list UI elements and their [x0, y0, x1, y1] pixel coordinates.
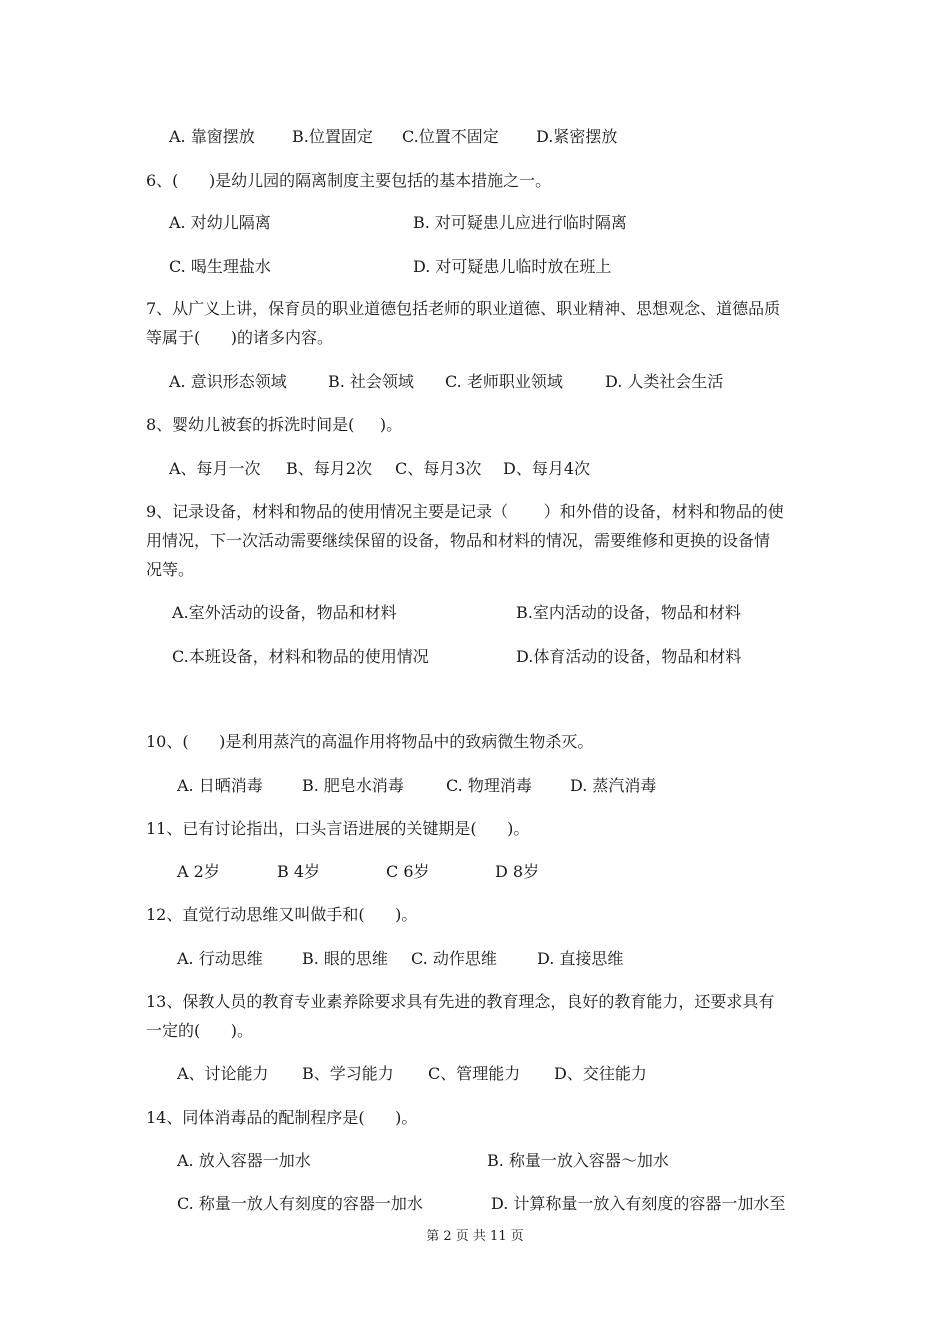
q12-stem: 12、直觉行动思维又叫做手和( )。 [146, 905, 418, 924]
q5-option-b: B.位置固定 [292, 127, 373, 146]
q11-option-d: D 8岁 [495, 862, 540, 881]
q9-option-b: B.室内活动的设备，物品和材料 [516, 603, 741, 622]
q10-option-c: C. 物理消毒 [446, 776, 532, 795]
q12-option-b: B. 眼的思维 [302, 949, 388, 968]
q13-stem-line-2: 一定的( )。 [146, 1021, 254, 1040]
q14-option-d: D. 计算称量一放入有刻度的容器一加水至 [491, 1194, 786, 1213]
q14-option-c: C. 称量一放人有刻度的容器一加水 [177, 1194, 423, 1213]
q13-option-b: B、学习能力 [302, 1064, 394, 1083]
page-footer: 第 2 页 共 11 页 [426, 1229, 524, 1244]
q5-option-d: D.紧密摆放 [536, 127, 618, 146]
q7-option-d: D. 人类社会生活 [605, 372, 724, 391]
q8-option-b: B、每月2次 [286, 459, 372, 478]
q12-option-c: C. 动作思维 [411, 949, 497, 968]
q6-option-b: B. 对可疑患儿应进行临时隔离 [413, 213, 627, 232]
q6-option-d: D. 对可疑患儿临时放在班上 [413, 257, 612, 276]
q6-option-a: A. 对幼儿隔离 [169, 213, 271, 232]
q5-option-a: A. 靠窗摆放 [169, 127, 255, 146]
q9-stem-line-2: 用情况，下一次活动需要继续保留的设备，物品和材料的情况，需要维修和更换的设备情 [146, 531, 771, 550]
q8-option-c: C、每月3次 [395, 459, 482, 478]
q13-option-a: A、讨论能力 [177, 1064, 269, 1083]
q14-option-a: A. 放入容器一加水 [177, 1151, 311, 1170]
q11-option-a: A 2岁 [177, 862, 220, 881]
q11-option-c: C 6岁 [386, 862, 430, 881]
q11-option-b: B 4岁 [277, 862, 321, 881]
q10-option-d: D. 蒸汽消毒 [570, 776, 657, 795]
q12-option-a: A. 行动思维 [177, 949, 263, 968]
q11-stem: 11、已有讨论指出，口头言语进展的关键期是( )。 [146, 819, 530, 838]
q13-option-d: D、交往能力 [554, 1064, 647, 1083]
q9-option-c: C.本班设备，材料和物品的使用情况 [172, 647, 429, 666]
q7-option-a: A. 意识形态领域 [169, 372, 287, 391]
q7-option-c: C. 老师职业领域 [445, 372, 563, 391]
q6-option-c: C. 喝生理盐水 [169, 257, 271, 276]
q9-stem-line-1: 9、记录设备，材料和物品的使用情况主要是记录（ ）和外借的设备，材料和物品的使 [146, 502, 784, 521]
q9-stem-line-3: 况等。 [146, 560, 195, 579]
q14-option-b: B. 称量一放入容器～加水 [487, 1151, 669, 1170]
q8-stem: 8、婴幼儿被套的拆洗时间是( )。 [146, 415, 403, 434]
q10-option-b: B. 肥皂水消毒 [302, 776, 404, 795]
q10-stem: 10、( )是利用蒸汽的高温作用将物品中的致病微生物杀灭。 [146, 732, 594, 751]
q7-stem-line-2: 等属于( )的诸多内容。 [146, 328, 334, 347]
q12-option-d: D. 直接思维 [537, 949, 624, 968]
q5-option-c: C.位置不固定 [402, 127, 499, 146]
q8-option-d: D、每月4次 [503, 459, 591, 478]
q14-stem: 14、同体消毒品的配制程序是( )。 [146, 1108, 418, 1127]
q6-stem: 6、( )是幼儿园的隔离制度主要包括的基本措施之一。 [146, 171, 552, 190]
q9-option-d: D.体育活动的设备，物品和材料 [516, 647, 742, 666]
q13-stem-line-1: 13、保教人员的教育专业素养除要求具有先进的教育理念，良好的教育能力，还要求具有 [146, 992, 775, 1011]
q7-stem-line-1: 7、从广义上讲，保育员的职业道德包括老师的职业道德、职业精神、思想观念、道德品质 [146, 299, 781, 318]
q10-option-a: A. 日晒消毒 [177, 776, 263, 795]
q7-option-b: B. 社会领域 [328, 372, 414, 391]
q13-option-c: C、管理能力 [428, 1064, 521, 1083]
q8-option-a: A、每月一次 [169, 459, 261, 478]
q9-option-a: A.室外活动的设备，物品和材料 [172, 603, 397, 622]
